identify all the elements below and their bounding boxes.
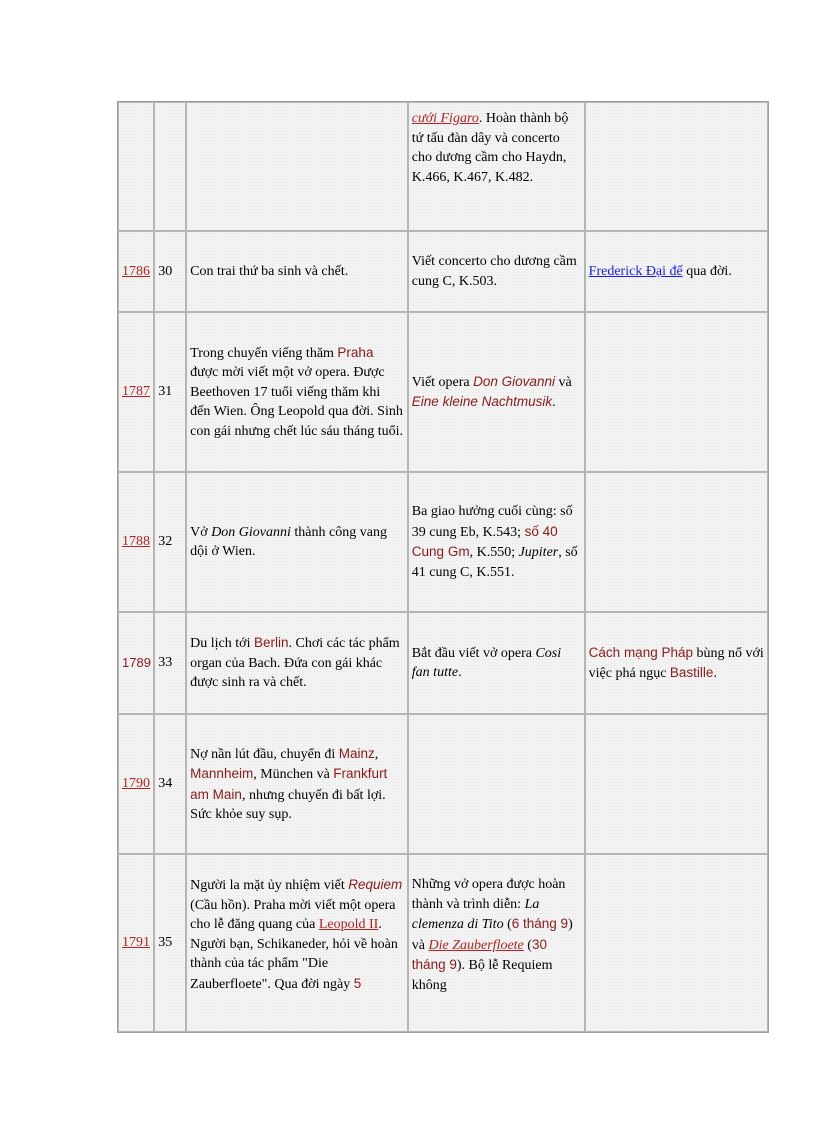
text-run: Mannheim xyxy=(190,766,254,781)
text-run: Don Giovanni xyxy=(473,373,555,389)
year-cell[interactable] xyxy=(118,231,154,312)
age-cell xyxy=(154,102,186,231)
age-cell xyxy=(154,612,186,714)
works-cell xyxy=(408,714,585,854)
year-cell xyxy=(118,612,154,714)
text-run: . Hoàn thành bộ tứ tấu đàn dây và concerto cho dương cầm cho Haydn, K.466, K.467, K.482. xyxy=(411,111,569,185)
table-row xyxy=(118,472,768,612)
life-events-cell xyxy=(186,312,408,472)
text-run: Eine kleine Nachtmusik xyxy=(411,394,553,409)
text-run: 6 tháng 9 xyxy=(511,916,569,931)
world-events-cell xyxy=(585,854,768,1032)
text-run: , số 41 cung C, K.551. xyxy=(411,545,578,580)
text-run: La clemenza di Tito xyxy=(411,896,540,932)
text-run: . xyxy=(458,665,462,680)
table-row xyxy=(118,714,768,854)
text-run: Vở xyxy=(190,524,212,540)
age-cell xyxy=(154,714,186,854)
age-cell xyxy=(154,231,186,312)
world-events-cell xyxy=(585,612,768,714)
text-run: thành công vang dội ở Wien. xyxy=(190,524,387,559)
age-cell xyxy=(154,854,186,1032)
text-run: ( xyxy=(523,937,532,953)
text-run: . Chơi các tác phẩm organ của Bach. Đứa con gái khác được sinh ra và chết. xyxy=(190,636,400,691)
works-cell xyxy=(408,312,585,472)
text-run: Requiem xyxy=(348,877,403,892)
text-run: , nhưng chuyến đi bất lợi. Sức khỏe suy sụp. xyxy=(190,787,386,822)
world-events-cell xyxy=(585,102,768,231)
life-events-cell xyxy=(186,714,408,854)
text-run: Cosi fan tutte xyxy=(411,645,562,680)
text-run: Frankfurt am Main xyxy=(190,766,388,802)
text-run: . xyxy=(552,395,556,410)
timeline-body xyxy=(118,102,768,1032)
text-link[interactable]: Die Zauberfloete xyxy=(428,937,524,953)
works-cell xyxy=(408,472,585,612)
year-cell[interactable] xyxy=(118,714,154,854)
text-run: số 40 Cung Gm xyxy=(411,523,558,559)
text-run: , K.550; xyxy=(469,545,519,560)
works-cell xyxy=(408,102,585,231)
text-run: 5 xyxy=(353,975,362,991)
table-row xyxy=(118,854,768,1032)
text-run: và xyxy=(554,374,572,390)
year-link[interactable]: 1787 xyxy=(122,384,150,400)
text-run: Praha xyxy=(337,344,374,360)
text-run: Con trai thứ ba sinh và chết. xyxy=(190,263,349,279)
text-run: Viết opera xyxy=(411,374,474,390)
text-run: được mời viết một vở opera. Được Beethoven 17 tuổi viếng thăm khi đến Wien. Ông Leopold qua đời. Sinh con gái nhưng chết lúc sáu tháng tuổi. xyxy=(190,365,404,439)
age-value: 30 xyxy=(158,263,173,279)
text-link[interactable]: Frederick Đại đế xyxy=(588,263,683,279)
text-run: ( xyxy=(503,917,512,932)
text-run: Những vở opera được hoàn thành và trình diễn: xyxy=(411,877,566,912)
year-link[interactable]: 1788 xyxy=(122,534,150,550)
text-run: , xyxy=(374,746,379,762)
text-run: Berlin xyxy=(253,635,289,651)
text-run: Viết concerto cho dương cầm cung C, K.503. xyxy=(411,254,577,289)
mozart-timeline-table xyxy=(117,101,769,1033)
table-row xyxy=(118,102,768,231)
text-run: qua đời. xyxy=(682,263,732,279)
text-run: Trong chuyến viếng thăm xyxy=(190,345,338,361)
table-row xyxy=(118,312,768,472)
text-run: Du lịch tới xyxy=(190,636,254,652)
works-cell xyxy=(408,854,585,1032)
text-run: ). Bộ lễ Requiem không xyxy=(411,958,553,993)
text-link[interactable]: Leopold II xyxy=(318,917,379,932)
world-events-cell xyxy=(585,472,768,612)
life-events-cell xyxy=(186,854,408,1032)
age-value: 31 xyxy=(158,384,173,400)
text-link[interactable]: cưới Figaro xyxy=(411,111,479,126)
text-run: Người la mặt ủy nhiệm viết xyxy=(190,878,349,893)
world-events-cell xyxy=(585,312,768,472)
text-run: Mainz xyxy=(338,745,375,761)
year-cell[interactable] xyxy=(118,854,154,1032)
life-events-cell xyxy=(186,231,408,312)
text-run: 30 tháng 9 xyxy=(411,936,547,972)
text-run: bùng nổ với việc phá ngục xyxy=(588,645,764,681)
text-run: Ba giao hưởng cuối cùng: số 39 cung Eb, K.543; xyxy=(411,504,573,540)
year-link[interactable]: 1790 xyxy=(122,776,150,792)
text-run: Cách mạng Pháp xyxy=(588,644,693,660)
text-run: Nợ nần lút đầu, chuyển đi xyxy=(190,746,339,762)
life-events-cell xyxy=(186,102,408,231)
text-run: Jupiter xyxy=(518,545,559,560)
life-events-cell xyxy=(186,612,408,714)
text-run: (Cầu hồn). Praha mời viết một opera cho lễ đăng quang của xyxy=(190,897,396,932)
text-run: . Người bạn, Schikaneder, hỏi về hoàn thành của tác phẩm "Die Zauberfloete". Qua đời ngày xyxy=(190,917,398,992)
text-run: , München và xyxy=(253,767,334,782)
world-events-cell xyxy=(585,231,768,312)
age-cell xyxy=(154,312,186,472)
text-run: . xyxy=(713,666,717,681)
text-run: Bastille xyxy=(669,665,714,680)
world-events-cell xyxy=(585,714,768,854)
text-run: ) và xyxy=(411,917,573,953)
life-events-cell xyxy=(186,472,408,612)
age-value: 35 xyxy=(158,935,173,951)
year-cell[interactable] xyxy=(118,312,154,472)
year-link[interactable]: 1791 xyxy=(122,935,150,951)
text-run: Don Giovanni xyxy=(211,524,291,540)
table-row xyxy=(118,612,768,714)
age-value: 32 xyxy=(158,534,173,550)
age-value: 34 xyxy=(158,776,173,792)
year-cell[interactable] xyxy=(118,102,154,231)
works-cell xyxy=(408,612,585,714)
year-link[interactable]: 1786 xyxy=(122,263,150,279)
table-row xyxy=(118,231,768,312)
age-cell xyxy=(154,472,186,612)
text-run: Bắt đầu viết vở opera xyxy=(411,645,536,661)
works-cell xyxy=(408,231,585,312)
year-link: 1789 xyxy=(122,654,151,670)
age-value: 33 xyxy=(158,655,173,671)
year-cell[interactable] xyxy=(118,472,154,612)
